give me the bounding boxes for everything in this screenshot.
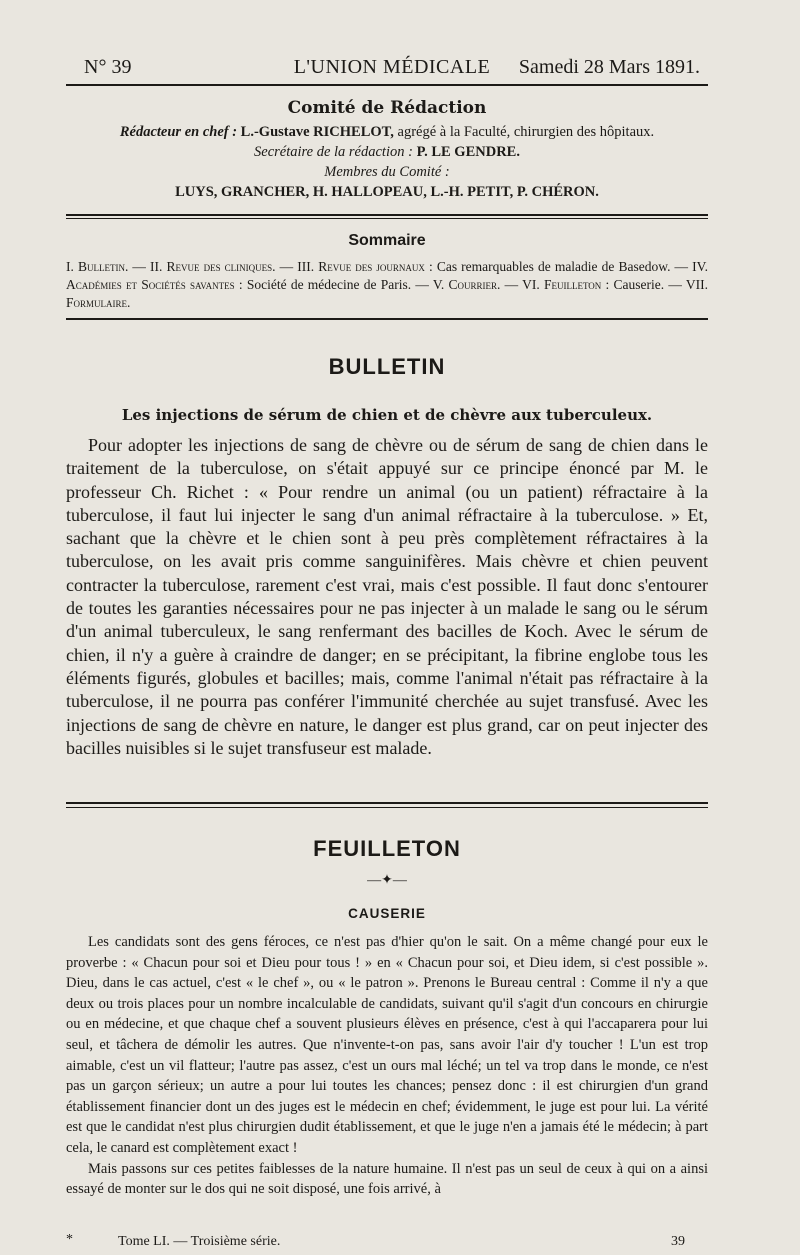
masthead — [84, 52, 700, 84]
feuilleton-title: FEUILLETON — [313, 836, 461, 861]
feuilleton-ornament: —✦— — [367, 873, 407, 888]
secretary-line — [66, 142, 708, 162]
editor-name: L.-Gustave RICHELOT, — [240, 124, 394, 140]
editor-label: Rédacteur en chef : — [119, 124, 238, 140]
article-title: Les injections de sérum de chien et de chèvre aux tuberculeux. — [121, 406, 653, 424]
members-names: LUYS, GRANCHER, H. HALLOPEAU, L.-H. PETIT, P. CHÉRON. — [175, 184, 599, 200]
bulletin-body: Pour adopter les injections de sang de chèvre ou de sérum de sang de chien dans le traitement de la tuberculose, on s'était appuyé sur ce principe énoncé par M. le professeur Ch. Richet : « Pour rendre un animal (ou un patient) réfractaire à la tuberculose, il faut lui injecter le sang d'un animal réfractaire à la tuberculose. » Et, sachant que la chèvre et le chien sont à peu près complètement réfractaires à la tuberculose, on les avait pris comme sanguinifères. Mais chèvre et chien peuvent contracter la tuberculose, rarement c'est vrai, mais c'est possible. Il faut donc s'entourer de toutes les garanties nécessaires pour ne pas injecter à un malade le sang ou le sérum d'un animal tuberculeux, le sang renfermant des bacilles de Koch. Avec le sérum de chien, il n'y a guère à craindre de danger; en se précipitant, la fibrine englobe tous les éléments figurés, globules et bacilles; mais, comme l'animal n'était pas réfractaire à la tuberculose, il ne pourra pas conférer l'immunité cherchée au sujet transfusé. Avec les injections de sang de chèvre en nature, le danger est plus grand, car on peut injecter des bacilles nuisibles si le sujet transfuseur est malade. — [66, 435, 708, 758]
causerie-title: CAUSERIE — [348, 906, 426, 921]
page-number: 39 — [671, 1234, 685, 1249]
tome-label: Tome LI. — Troisième série. — [118, 1234, 281, 1249]
issue-date: Samedi 28 Mars 1891. — [518, 56, 700, 78]
issue-number: N° 39 — [84, 56, 132, 78]
sommaire-list: I. Bulletin. — II. Revue des cliniques. — III. Revue des journaux : Cas remarquables de maladie de Basedow. — IV. Académies et Sociétés savantes : Société de médecine de Paris. — V. Courrier. — VI. Feuilleton : Causerie. — VII. Formulaire. — [66, 259, 709, 310]
feuilleton-body — [66, 932, 708, 1200]
committee-rule-top — [66, 214, 708, 216]
members-label: Membres du Comité : — [324, 164, 450, 180]
footer-mark: * — [66, 1232, 73, 1247]
journal-title: L'UNION MÉDICALE — [293, 56, 491, 78]
sommaire-rule — [66, 318, 708, 320]
secretary-name: P. LE GENDRE. — [416, 144, 520, 160]
feuilleton-paragraph-1: Les candidats sont des gens féroces, ce n'est pas d'hier qu'on le sait. On a même changé pour eux le proverbe : « Chacun pour soi et Dieu pour tous ! » en « Chacun pour soi, et Dieu idem, si c'est possible ». Dieu, dans le cas actuel, c'est « le chef », ou « le patron ». Prenons le Bureau central : Comme il n'y a que deux ou trois places pour un nombre incalculable de candidats, suivant qu'il s'agit d'un concours en chirurgie ou en médecine, et que chaque chef a souvent plusieurs élèves en présence, c'est à qui l'accaparera pour lui seul, et tâchera de démolir les autres. Que n'invente-t-on pas, sans avoir l'air d'y toucher ! L'un est trop aimable, c'est un vil flatteur; l'autre pas assez, c'est un ours mal léché; un tel va trop dans le monde, ce n'est pas un garçon sérieux; un autre a pour lui toutes les chances; pensez donc : il est chirurgien d'un grand établissement financier dont un des juges est le médecin en chef; évidemment, le juge est pour lui. La vérité est que le candidat n'est plus chirurgien dudit établissement, et que le juge n'en a jamais été le médecin; à part cela, le canard est complètement exact ! — [66, 934, 708, 1156]
secretary-label: Secrétaire de la rédaction : — [254, 144, 413, 160]
committee-title: Comité de Rédaction — [287, 98, 487, 118]
sommaire-title: Sommaire — [348, 232, 426, 249]
bulletin-title: BULLETIN — [328, 354, 446, 379]
committee-rule-bottom — [66, 218, 708, 219]
masthead-rule — [66, 84, 708, 86]
editor-line — [66, 122, 708, 142]
bulletin-rule-top — [66, 802, 708, 804]
editor-role: agrégé à la Faculté, chirurgien des hôpitaux. — [397, 124, 655, 140]
bulletin-rule-bottom — [66, 807, 708, 808]
committee-block — [66, 122, 708, 202]
feuilleton-paragraph-2: Mais passons sur ces petites faiblesses de la nature humaine. Il n'est pas un seul de ceux à qui on a ainsi essayé de monter sur le dos qui ne soit disposé, une fois arrivé, à — [66, 1160, 708, 1198]
